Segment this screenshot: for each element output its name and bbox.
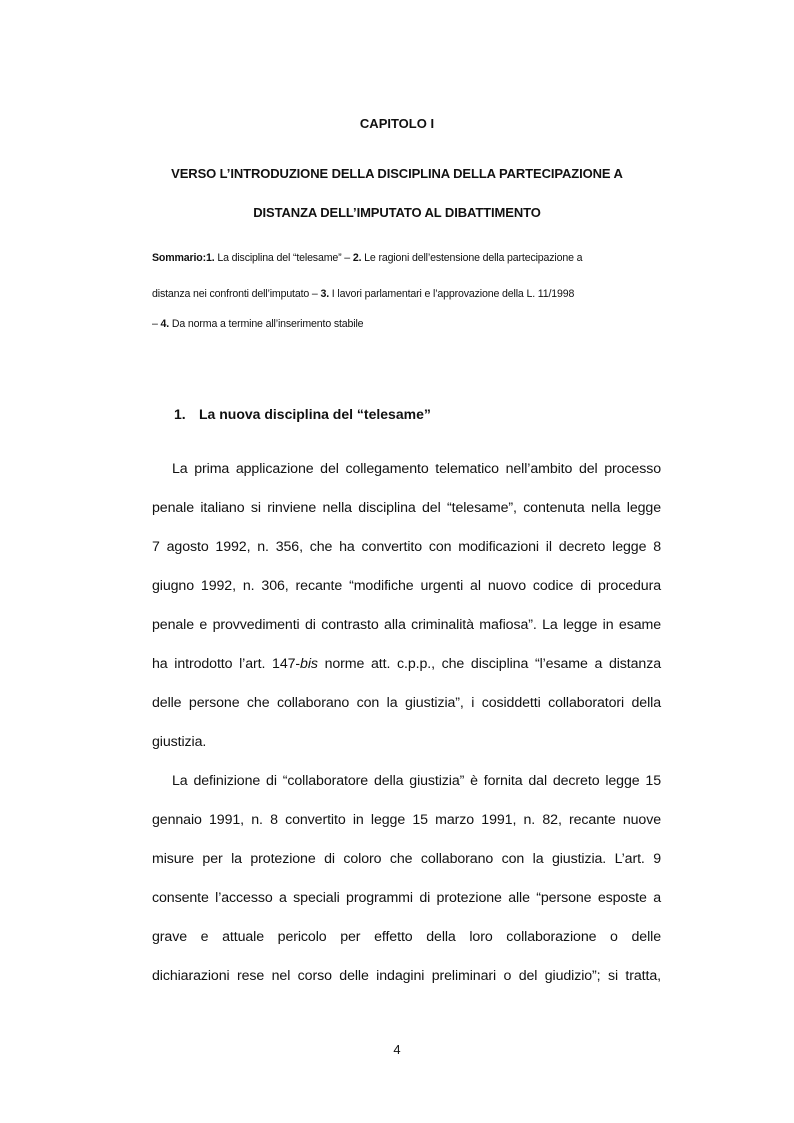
summary-fragment: Le ragioni dell’estensione della partecipazione a bbox=[361, 252, 583, 264]
page-number: 4 bbox=[393, 1042, 401, 1057]
summary-fragment: Da norma a termine all’inserimento stabile bbox=[169, 318, 364, 330]
body-line: La prima applicazione del collegamento telematico nell’ambito del processo bbox=[172, 461, 661, 477]
body-line: grave e attuale pericolo per effetto della loro collaborazione o delle bbox=[152, 929, 661, 945]
body-line: misure per la protezione di coloro che collaborano con la giustizia. L’art. 9 bbox=[152, 851, 661, 867]
body-line: giustizia. bbox=[152, 734, 207, 750]
summary-fragment: – bbox=[152, 318, 161, 330]
section-heading bbox=[174, 406, 431, 422]
summary-fragment: distanza nei confronti dell’imputato – bbox=[152, 288, 321, 300]
summary-fragment: La disciplina del “telesame” – bbox=[214, 252, 353, 264]
body-line: 7 agosto 1992, n. 356, che ha convertito con modificazioni il decreto legge 8 bbox=[152, 539, 661, 555]
summary-line-3 bbox=[152, 318, 661, 330]
chapter-label: CAPITOLO I bbox=[359, 116, 435, 131]
body-line: consente l’accesso a speciali programmi di protezione alle “persone esposte a bbox=[152, 890, 661, 906]
summary-fragment: I lavori parlamentari e l’approvazione della L. 11/1998 bbox=[329, 288, 575, 300]
body-line: gennaio 1991, n. 8 convertito in legge 15 marzo 1991, n. 82, recante nuove bbox=[152, 812, 661, 828]
summary-label: Sommario: bbox=[152, 252, 206, 264]
summary-line-2 bbox=[152, 288, 661, 300]
summary-fragment: 4. bbox=[160, 318, 170, 330]
italic-fragment: bis bbox=[300, 656, 318, 672]
body-line: La definizione di “collaboratore della giustizia” è fornita dal decreto legge 15 bbox=[172, 773, 661, 789]
summary-line-1 bbox=[152, 252, 661, 264]
chapter-title-line-2: DISTANZA DELL’IMPUTATO AL DIBATTIMENTO bbox=[253, 205, 541, 220]
body-line: penale e provvedimenti di contrasto alla criminalità mafiosa”. La legge in esame bbox=[152, 617, 661, 633]
body-line: giugno 1992, n. 306, recante “modifiche urgenti al nuovo codice di procedura bbox=[152, 578, 661, 594]
summary-fragment: 1. bbox=[205, 252, 215, 264]
body-line: dichiarazioni rese nel corso delle indagini preliminari o del giudizio”; si tratta, bbox=[152, 968, 661, 984]
section-number: 1. bbox=[174, 406, 186, 422]
summary-fragment: 2. bbox=[352, 252, 362, 264]
chapter-title-line-1: VERSO L’INTRODUZIONE DELLA DISCIPLINA DELLA PARTECIPAZIONE A bbox=[171, 166, 623, 181]
body-line: delle persone che collaborano con la giustizia”, i cosiddetti collaboratori della bbox=[152, 695, 661, 711]
section-title: La nuova disciplina del “telesame” bbox=[199, 406, 431, 422]
body-line: ha introdotto l’art. 147-bis norme att. c.p.p., che disciplina “l’esame a distanza bbox=[152, 656, 661, 672]
summary-fragment: 3. bbox=[320, 288, 330, 300]
body-line: penale italiano si rinviene nella disciplina del “telesame”, contenuta nella legge bbox=[152, 500, 661, 516]
